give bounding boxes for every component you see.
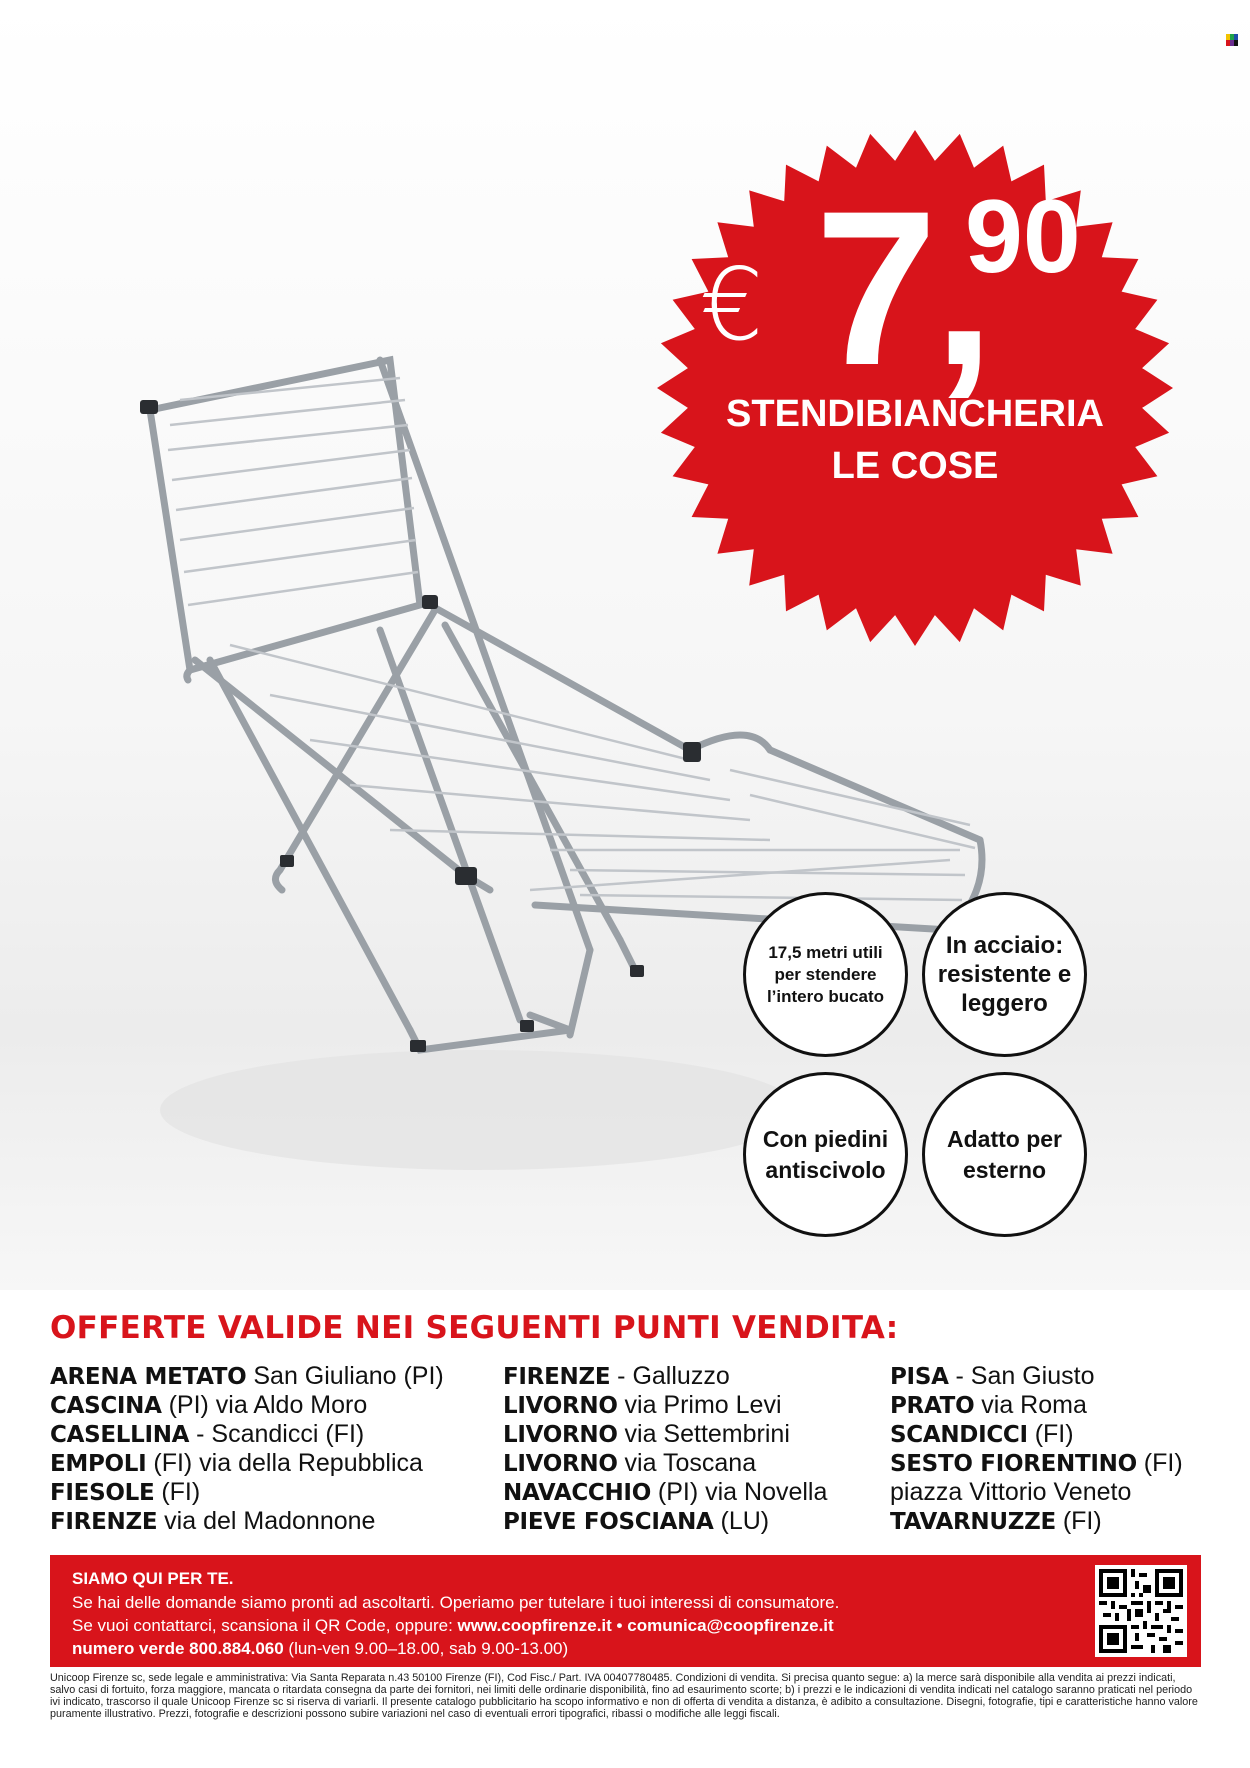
feature-badge-length: 17,5 metri utili per stendere l’intero bucato — [743, 892, 908, 1057]
price-integer: 7, — [815, 165, 991, 411]
store-item: EMPOLI (FI) via della Repubblica — [50, 1449, 423, 1477]
contact-links-line: Se vuoi contattarci, scansiona il QR Code, oppure: www.coopfirenze.it • comunica@coopfirenze.it — [72, 1616, 834, 1635]
stores-heading: OFFERTE VALIDE NEI SEGUENTI PUNTI VENDITA: — [50, 1310, 899, 1346]
feature-badge-outdoor: Adatto per esterno — [922, 1072, 1087, 1237]
website-link[interactable]: www.coopfirenze.it — [457, 1616, 612, 1635]
store-item: FIRENZE via del Madonnone — [50, 1507, 376, 1535]
phone-line: numero verde 800.884.060 (lun-ven 9.00–18.00, sab 9.00-13.00) — [72, 1639, 569, 1658]
color-registration-mark-icon — [1226, 34, 1240, 46]
feature-badge-antislip: Con piedini antiscivolo — [743, 1072, 908, 1237]
store-item: PRATO via Roma — [890, 1391, 1087, 1419]
store-list-column-3 — [890, 1362, 1183, 1536]
store-item: CASCINA (PI) via Aldo Moro — [50, 1391, 368, 1419]
product-title — [700, 388, 1130, 492]
store-list-column-1 — [50, 1362, 444, 1536]
contact-banner — [50, 1555, 1201, 1667]
store-item: PISA - San Giusto — [890, 1362, 1095, 1390]
price-currency: € — [700, 246, 764, 363]
store-item: piazza Vittorio Veneto — [890, 1478, 1132, 1506]
store-item: SESTO FIORENTINO (FI) — [890, 1449, 1183, 1477]
email-link[interactable]: comunica@coopfirenze.it — [627, 1616, 834, 1635]
product-title-line1: STENDIBIANCHERIA — [726, 393, 1104, 435]
phone-number[interactable]: numero verde 800.884.060 — [72, 1639, 284, 1658]
store-item: LIVORNO via Toscana — [503, 1449, 757, 1477]
store-item: CASELLINA - Scandicci (FI) — [50, 1420, 365, 1448]
product-title-line2: LE COSE — [831, 445, 999, 487]
qr-code-icon[interactable] — [1095, 1565, 1187, 1657]
store-list-column-2 — [503, 1362, 827, 1536]
store-item: NAVACCHIO (PI) via Novella — [503, 1478, 828, 1506]
contact-title: SIAMO QUI PER TE. — [72, 1569, 234, 1588]
store-item: LIVORNO via Settembrini — [503, 1420, 790, 1448]
contact-text: Se hai delle domande siamo pronti ad ascoltarti. Operiamo per tutelare i tuoi interessi di consumatore. — [72, 1593, 840, 1612]
store-item: TAVARNUZZE (FI) — [890, 1507, 1102, 1535]
store-item: ARENA METATO San Giuliano (PI) — [50, 1362, 444, 1390]
feature-badge-material: In acciaio: resistente e leggero — [922, 892, 1087, 1057]
store-item: FIESOLE (FI) — [50, 1478, 201, 1506]
store-item: PIEVE FOSCIANA (LU) — [503, 1507, 770, 1535]
store-item: FIRENZE - Galluzzo — [503, 1362, 730, 1390]
legal-disclaimer: Unicoop Firenze sc, sede legale e amministrativa: Via Santa Reparata n.43 50100 Firenze (FI), Cod Fisc./ Part. IVA 00407780485. Condizioni di vendita. Si precisa quanto segue: a) la merce sarà disponibile alla vendita ai prezzi indicati, salvo casi di fortuito, forza maggiore, mancata o ritardata consegna da parte dei fornitori, nei limiti delle ordinarie disponibilità, fino ad esaurimento scorte; b) i prezzi e le indicazioni di vendita indicati nel catalogo saranno praticati nel periodo ivi indicato, trascorso il quale Unicoop Firenze sc si riserva di variarli. Il presente catalogo pubblicitario ha scopo informativo e non di offerta di vendita a distanza, è adibito a consultazione. Disegni, fotografie, tipi e caratteristiche hanno valore puramente illustrativo. Prezzi, fotografie e descrizioni possono subire variazioni nel caso di eventuali errori tipografici, ribassi o modifiche alle leggi fiscali. — [50, 1672, 1198, 1720]
price-decimals: 90 — [965, 179, 1081, 295]
store-item: LIVORNO via Primo Levi — [503, 1391, 782, 1419]
store-item: SCANDICCI (FI) — [890, 1420, 1074, 1448]
